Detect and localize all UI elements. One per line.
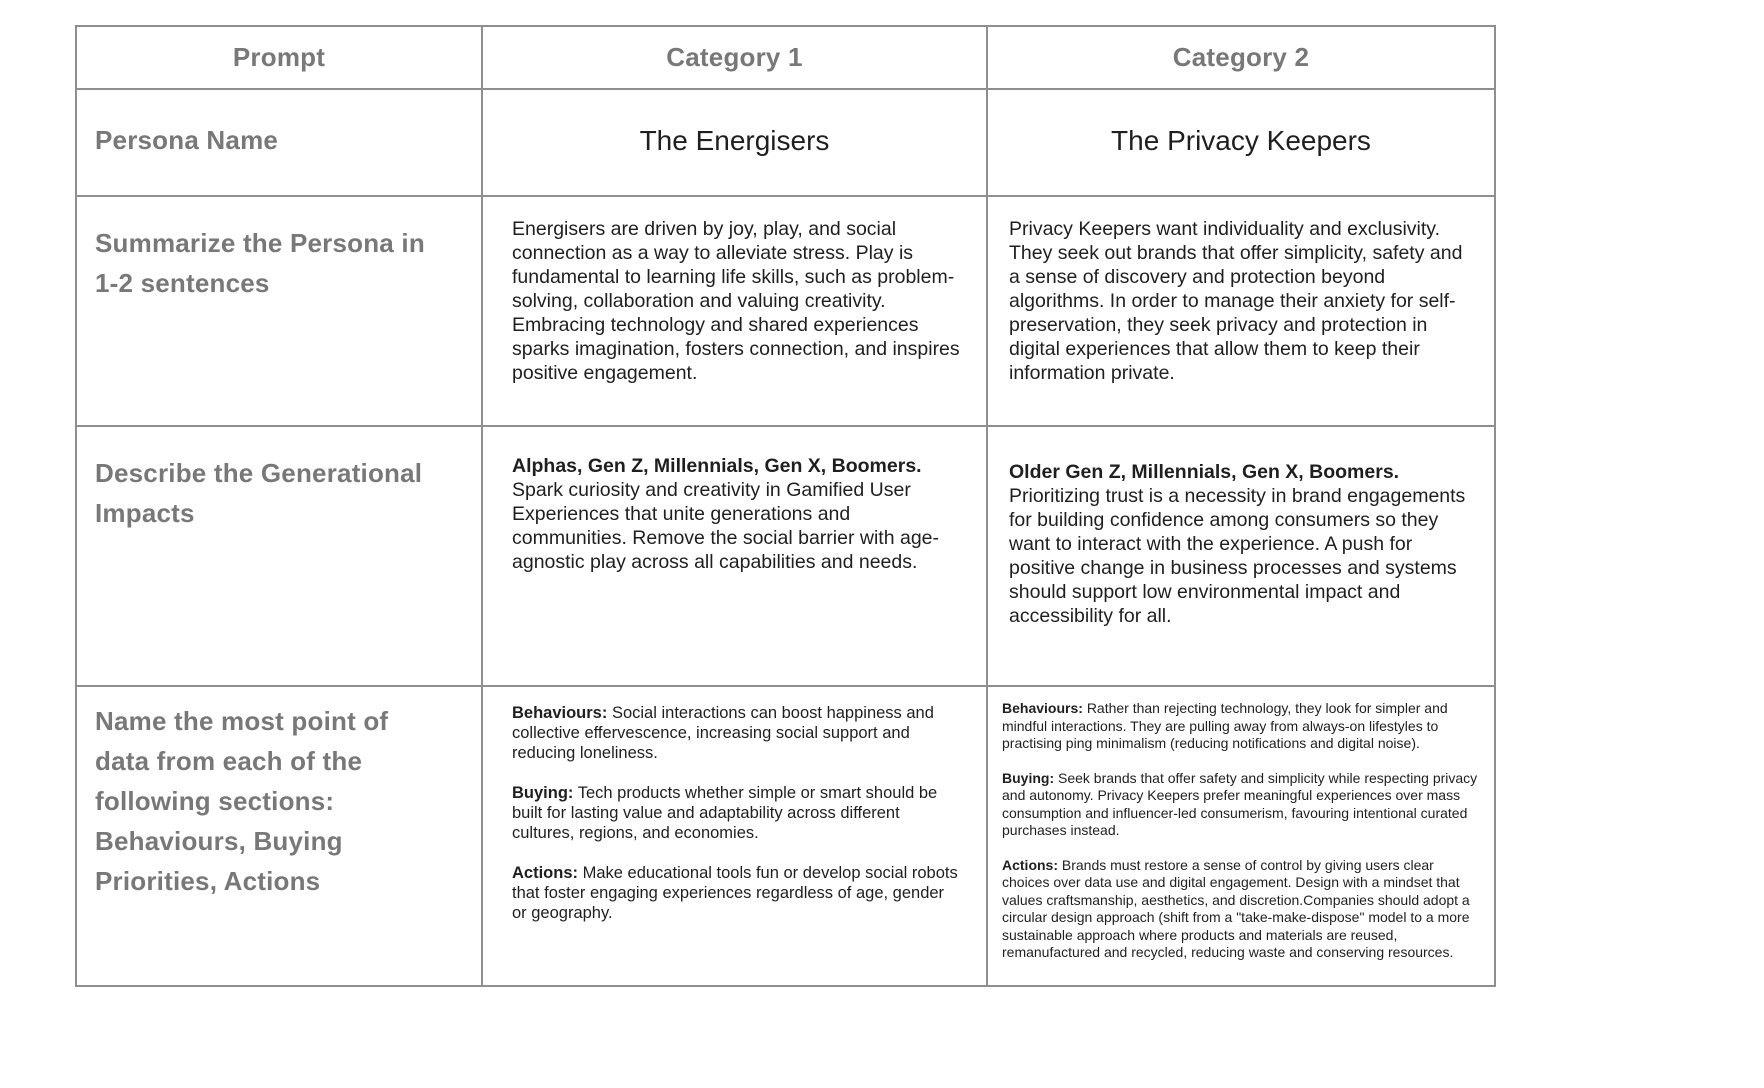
persona-name-category2: The Privacy Keepers <box>987 89 1495 196</box>
generational-category2 <box>987 426 1495 686</box>
prompt-summarize: Summarize the Persona in 1-2 sentences <box>76 196 482 426</box>
category1-actions-paragraph <box>512 863 962 923</box>
category2-buying-paragraph <box>1002 770 1480 840</box>
persona-comparison-table <box>75 25 1496 987</box>
behaviours-label: Behaviours: <box>512 704 608 722</box>
data-points-row <box>76 686 1495 986</box>
buying-label: Buying: <box>1002 769 1055 786</box>
category2-behaviours-paragraph <box>1002 700 1480 753</box>
actions-label: Actions: <box>512 864 578 882</box>
behaviours-text: Social interactions can boost happiness and collective effervescence, increasing social support and reducing loneliness. <box>512 704 934 762</box>
summary-row <box>76 196 1495 426</box>
actions-label: Actions: <box>1002 856 1058 873</box>
generational-category2-lead: Older Gen Z, Millennials, Gen X, Boomers. <box>1009 461 1400 483</box>
buying-label: Buying: <box>512 784 574 802</box>
actions-text: Brands must restore a sense of control by giving users clear choices over data use and digital engagement. Design with a mindset that values craftsmanship, aesthetics, and discretion.Companies should adopt a circular design approach (shift from a "take-make-dispose" model to a more sustainable approach where products and materials are reused, remanufactured and recycled, reducing waste and conserving resources. <box>1002 856 1470 960</box>
header-row <box>76 26 1495 89</box>
summary-category2: Privacy Keepers want individuality and exclusivity. They seek out brands that offer simplicity, safety and a sense of discovery and protection beyond algorithms. In order to manage their anxiety for self-preservation, they seek privacy and protection in digital experiences that allow them to keep their information private. <box>987 196 1495 426</box>
actions-text: Make educational tools fun or develop social robots that foster engaging experiences regardless of age, gender or geography. <box>512 864 958 922</box>
generational-category1-lead: Alphas, Gen Z, Millennials, Gen X, Boomers. <box>512 455 922 477</box>
category1-behaviours-paragraph <box>512 703 962 763</box>
prompt-data-points: Name the most point of data from each of the following sections: Behaviours, Buying Priorities, Actions <box>76 686 482 986</box>
generational-category1-body: Spark curiosity and creativity in Gamified User Experiences that unite generations and communities. Remove the social barrier with age-agnostic play across all capabilities and needs. <box>512 479 940 573</box>
persona-name-row <box>76 89 1495 196</box>
generational-impacts-row <box>76 426 1495 686</box>
generational-category2-body: Prioritizing trust is a necessity in brand engagements for building confidence among consumers so they want to interact with the experience. A push for positive change in business processes and systems should support low environmental impact and accessibility for all. <box>1009 485 1466 627</box>
prompt-generational-impacts: Describe the Generational Impacts <box>76 426 482 686</box>
buying-text: Tech products whether simple or smart should be built for lasting value and adaptability across different cultures, regions, and economies. <box>512 784 938 842</box>
category1-buying-paragraph <box>512 783 962 843</box>
data-points-category2 <box>987 686 1495 986</box>
column-header-category1: Category 1 <box>482 26 987 89</box>
summary-category1: Energisers are driven by joy, play, and social connection as a way to alleviate stress. Play is fundamental to learning life skills, such as problem-solving, collaboration and valuing creativity. Embracing technology and shared experiences sparks imagination, fosters connection, and inspires positive engagement. <box>482 196 987 426</box>
behaviours-text: Rather than rejecting technology, they look for simpler and mindful interactions. They are pulling away from always-on lifestyles to practising ping minimalism (reducing notifications and digital noise). <box>1002 700 1448 751</box>
behaviours-label: Behaviours: <box>1002 700 1083 716</box>
persona-name-category1: The Energisers <box>482 89 987 196</box>
data-points-category1 <box>482 686 987 986</box>
column-header-prompt: Prompt <box>76 26 482 89</box>
category2-actions-paragraph <box>1002 857 1480 962</box>
generational-category1 <box>482 426 987 686</box>
prompt-persona-name: Persona Name <box>76 89 482 196</box>
buying-text: Seek brands that offer safety and simplicity while respecting privacy and autonomy. Privacy Keepers prefer meaningful experiences over mass consumption and influencer-led consumerism, favouring intentional curated purchases instead. <box>1002 769 1478 838</box>
column-header-category2: Category 2 <box>987 26 1495 89</box>
